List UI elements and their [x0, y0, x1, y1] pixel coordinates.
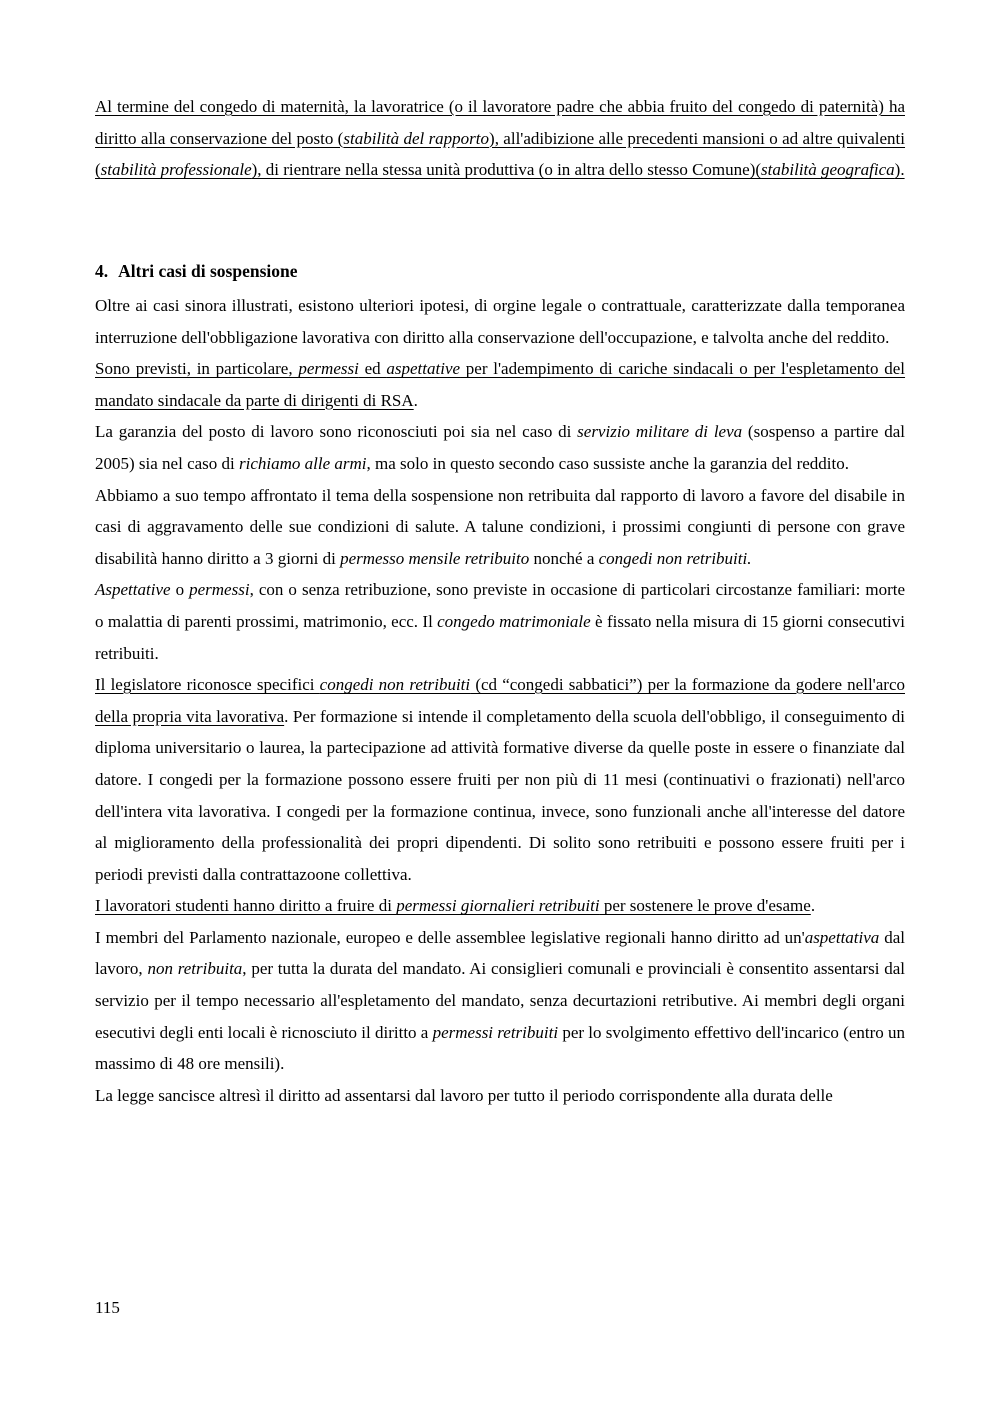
section-block — [95, 255, 905, 1111]
paragraph-student-workers — [95, 890, 905, 922]
italic-term: congedi non retribuiti. — [598, 548, 752, 568]
text-span: , con o senza retribuzione, sono previste in occasione di particolari circostanze familiari: morte o malattia di parenti prossimi, matrimonio, ecc. Il — [95, 580, 906, 631]
italic-term: permessi — [189, 580, 250, 600]
text-span: ), di rientrare nella stessa unità produttiva (o in altra dello stesso Comune)( — [251, 160, 762, 180]
text-span: I lavoratori studenti hanno diritto a fruire di — [95, 896, 397, 916]
italic-term: servizio militare di leva — [577, 422, 743, 442]
underlined-passage — [95, 97, 905, 179]
text-span: ), all'adibizione alle precedenti mansioni o ad altre quivalenti ( — [95, 128, 906, 180]
text-span: Abbiamo a suo tempo affrontato il tema della sospensione non retribuita dal rapporto di lavoro a favore del disabile in casi di aggravamento delle sue condizioni di salute. A talune condizioni, i prossimi congiunti di persone con grave disabilità hanno diritto a 3 giorni di — [95, 485, 905, 568]
intro-block — [95, 91, 905, 186]
text-span: dal lavoro, — [95, 927, 905, 979]
italic-term: stabilità geografica — [761, 160, 895, 180]
italic-term: aspettative — [386, 359, 461, 379]
text-span: per sostenere le prove d'esame — [599, 896, 811, 916]
text-span: Il legislatore riconosce specifici — [95, 675, 320, 695]
paragraph-maternity-return — [95, 91, 905, 186]
paragraph-military-service — [95, 416, 905, 479]
italic-term: permessi — [298, 359, 359, 379]
italic-term: permessi retribuiti — [432, 1022, 559, 1042]
italic-term: richiamo alle armi — [239, 453, 367, 473]
italic-term: permesso mensile retribuito — [340, 548, 530, 568]
italic-term: non retribuita — [147, 959, 243, 979]
section-heading — [95, 255, 905, 287]
text-span: , ma solo in questo secondo caso sussiste anche la garanzia del reddito. — [366, 453, 849, 473]
paragraph-law-absence: La legge sancisce altresì il diritto ad assentarsi dal lavoro per tutto il periodo corrispondente alla durata delle — [95, 1085, 833, 1105]
section-number: 4. — [95, 261, 109, 281]
text-span: (cd “congedi sabbatici”) per la formazione da godere nell'arco della propria vita lavorativa — [95, 675, 905, 726]
text-span: ed — [358, 359, 387, 379]
paragraph-other-cases: Oltre ai casi sinora illustrati, esistono ulteriori ipotesi, di orgine legale o contrattuale, caratterizzate dalla temporanea interruzione dell'obbligazione lavorativa con diritto alla conservazione dell'occupazione, e talvolta anche del reddito. — [95, 296, 905, 347]
italic-term: Aspettative — [95, 580, 171, 600]
italic-term: aspettativa — [804, 927, 880, 947]
text-span: Al termine del congedo di maternità, la lavoratrice (o il lavoratore padre che abbia fruito del congedo di paternità) ha diritto alla conservazione del posto ( — [95, 97, 905, 148]
text-span: La garanzia del posto di lavoro sono riconosciuti poi sia nel caso di — [95, 422, 578, 442]
text-span: per lo svolgimento effettivo dell'incarico (entro un massimo di 48 ore mensili). — [95, 1022, 905, 1074]
paragraph-family-leave — [95, 574, 905, 669]
text-span: . Per formazione si intende il completamento della scuola dell'obbligo, il conseguimento di diploma universitario o laurea, la partecipazione ad attività formative diverse da quelle poste in essere o finanziate dal datore. I congedi per la formazione possono essere fruiti per non più di 11 mesi (continuativi o frazionati) nell'arco dell'intera vita lavorativa. I congedi per la formazione continua, invece, sono funzionali anche all'interesse del datore al miglioramento della professionalità dei propri dipendenti. Di solito sono retribuiti e possono essere fruiti per i periodi previsti dalla contrattazoone collettiva. — [95, 706, 905, 884]
text-span: per l'adempimento di cariche sindacali o per l'espletamento del mandato sindacale da parte di dirigenti di RSA — [95, 359, 906, 410]
underlined-passage — [95, 359, 905, 410]
page-number: 115 — [95, 1298, 120, 1317]
paragraph-elected-officials — [95, 922, 905, 1080]
italic-term: stabilità professionale — [100, 160, 252, 180]
text-span: nonché a — [529, 548, 599, 568]
text-span: Sono previsti, in particolare, — [95, 359, 299, 379]
italic-term: permessi giornalieri retribuiti — [396, 896, 600, 916]
paragraph-training-leave — [95, 669, 905, 890]
text-span: o — [170, 580, 190, 600]
underlined-passage — [95, 896, 811, 915]
text-span: . — [810, 896, 816, 916]
paragraph-disability — [95, 480, 905, 575]
text-span: , per tutta la durata del mandato. Ai consiglieri comunali e provinciali è consentito assentarsi dal servizio per il tempo necessario all'espletamento del mandato, senza decurtazioni retributive. Ai membri degli organi esecutivi degli enti locali è ricnosciuto il diritto a — [95, 959, 905, 1042]
section-title: Altri casi di sospensione — [118, 261, 298, 281]
text-span: I membri del Parlamento nazionale, europeo e delle assemblee legislative regionali hanno diritto ad un' — [95, 927, 805, 947]
italic-term: congedo matrimoniale — [437, 611, 591, 631]
text-span: ). — [894, 160, 905, 180]
text-span: (sospenso a partire dal 2005) sia nel caso di — [95, 422, 906, 473]
text-span: è fissato nella misura di 15 giorni consecutivi retribuiti. — [95, 611, 905, 663]
paragraph-union-leave — [95, 353, 905, 416]
italic-term: stabilità del rapporto — [343, 128, 490, 148]
italic-term: congedi non retribuiti — [319, 675, 471, 695]
text-span: . — [413, 390, 418, 410]
